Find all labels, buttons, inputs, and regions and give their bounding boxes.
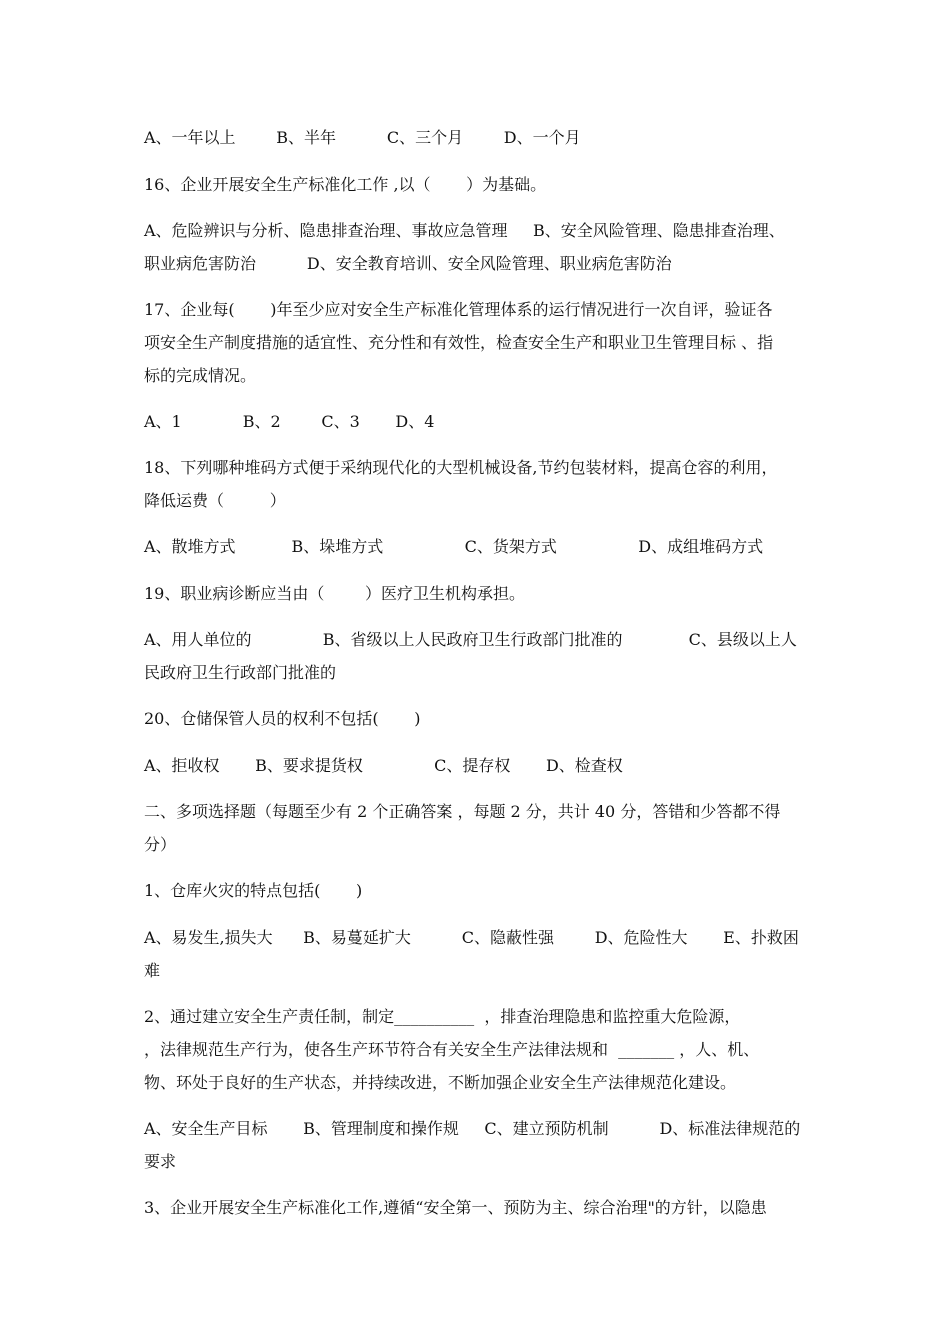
q19-options-line2: 民政府卫生行政部门批准的 <box>144 663 337 682</box>
m2-question-line2: ，法律规范生产行为，使各生产环节符合有关安全生产法律法规和 _______ ，人、机、 <box>144 1040 760 1059</box>
q20-options: A、拒收权 B、要求提货权 C、提存权 D、检查权 <box>144 756 623 775</box>
q19-options-line1: A、用人单位的 B、省级以上人民政府卫生行政部门批准的 C、县级以上人 <box>144 630 797 649</box>
section-heading-line2: 分） <box>144 835 177 854</box>
q17-question-line3: 标的完成情况。 <box>144 366 257 385</box>
q20-question: 20、仓储保管人员的权利不包括( ) <box>144 709 421 728</box>
q16-question: 16、企业开展安全生产标准化工作 ,以（ ）为基础。 <box>144 175 547 194</box>
q17-options: A、1 B、2 C、3 D、4 <box>144 412 435 431</box>
q16-options-line2: 职业病危害防治 D、安全教育培训、安全风险管理、职业病危害防治 <box>144 254 672 273</box>
q19-question: 19、职业病诊断应当由（ ）医疗卫生机构承担。 <box>144 584 526 603</box>
m2-options-line1: A、安全生产目标 B、管理制度和操作规 C、建立预防机制 D、标准法律规范的 <box>144 1119 801 1138</box>
q17-question-line1: 17、企业每( )年至少应对安全生产标准化管理体系的运行情况进行一次自评，验证各 <box>144 300 773 319</box>
m1-question: 1、仓库火灾的特点包括( ) <box>144 881 363 900</box>
q18-question-line1: 18、下列哪种堆码方式便于采纳现代化的大型机械设备,节约包装材料，提高仓容的利用， <box>144 458 778 477</box>
q18-options: A、散堆方式 B、垛堆方式 C、货架方式 D、成组堆码方式 <box>144 537 764 556</box>
q17-question-line2: 项安全生产制度措施的适宜性、充分性和有效性，检查安全生产和职业卫生管理目标 、指 <box>144 333 774 352</box>
q16-options-line1: A、危险辨识与分析、隐患排查治理、事故应急管理 B、安全风险管理、隐患排查治理、 <box>144 221 785 240</box>
m2-options-line2: 要求 <box>144 1152 177 1171</box>
m2-question-line1: 2、通过建立安全生产责任制，制定__________ ，排查治理隐患和监控重大危险源， <box>144 1007 741 1026</box>
m3-question-line1: 3、企业开展安全生产标准化工作,遵循“安全第一、预防为主、综合治理"的方针，以隐患 <box>144 1198 767 1217</box>
section-heading-line1: 二、多项选择题（每题至少有 2 个正确答案 ，每题 2 分，共计 40 分，答错和少答都不得 <box>144 802 781 821</box>
q15-options: A、一年以上 B、半年 C、三个月 D、一个月 <box>144 128 581 147</box>
m1-options-line2: 难 <box>144 961 161 980</box>
m1-options-line1: A、易发生,损失大 B、易蔓延扩大 C、隐蔽性强 D、危险性大 E、扑救困 <box>144 928 799 947</box>
q18-question-line2: 降低运费（ ） <box>144 491 286 510</box>
m2-question-line3: 物、环处于良好的生产状态，并持续改进，不断加强企业安全生产法律规范化建设。 <box>144 1073 737 1092</box>
